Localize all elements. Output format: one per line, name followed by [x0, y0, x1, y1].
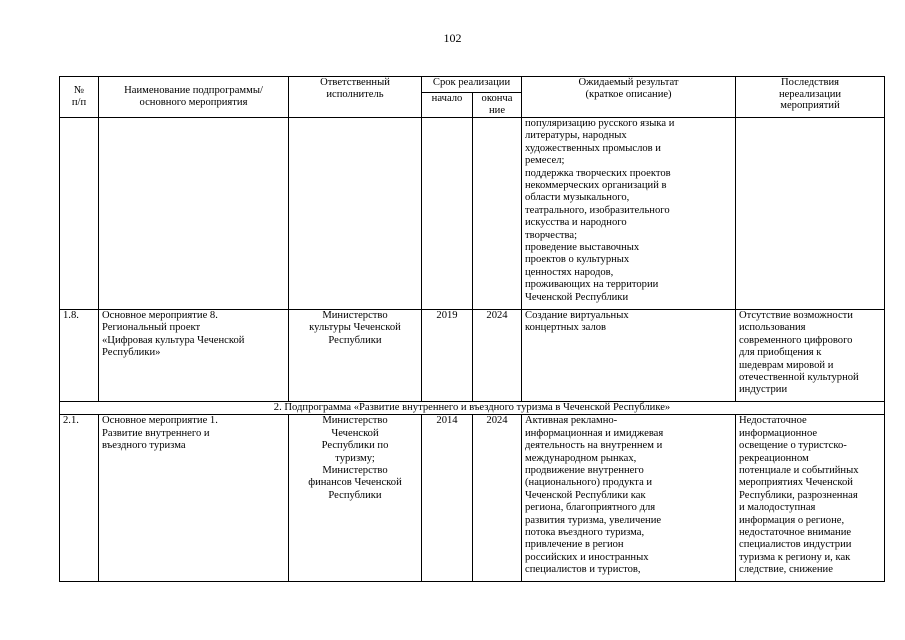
cell-end: 2024 [473, 415, 522, 582]
cell-name [99, 118, 289, 310]
text-line: мероприятиях Чеченской [739, 477, 853, 489]
text-line: ремесел; [525, 155, 565, 167]
text-line: Отсутствие возможности [739, 310, 853, 321]
cell-result [522, 415, 736, 582]
cell-start: 2014 [422, 415, 473, 582]
text-line: деятельность на внутреннем и [525, 440, 663, 452]
text-line: информационная и имиджевая [525, 427, 664, 439]
row-number: 1.8. [60, 310, 99, 402]
text-line: театрального, изобразительного [525, 204, 670, 216]
text-line: следствие, снижение [739, 564, 833, 576]
text-line: недостаточное внимание [739, 527, 852, 539]
text-line: Министерство [322, 465, 388, 477]
header-term: Срок реализации [422, 77, 522, 93]
text-line: шедеврам мировой и [739, 359, 834, 371]
cell-result [522, 118, 736, 310]
text-line: Развитие внутреннего и [102, 427, 210, 439]
text-line: Республики [328, 334, 382, 346]
text-line: специалистов индустрии [739, 539, 852, 551]
table-row-continuation [60, 118, 885, 310]
text-line: (национального) продукта и [525, 477, 653, 489]
text-line: Основное мероприятие 8. [102, 310, 218, 321]
text-line: специалистов и туристов, [525, 564, 641, 576]
text-line: художественных промыслов и [525, 142, 661, 154]
text-line: информационное [739, 427, 818, 439]
text-line: искусства и народного [525, 217, 627, 229]
text-line: международном рынках, [525, 452, 637, 464]
cell-end: 2024 [473, 310, 522, 402]
text-line: литературы, народных [525, 130, 627, 142]
cell-name [99, 310, 289, 402]
cell-consequences [736, 310, 885, 402]
text-line: российских и иностранных [525, 551, 649, 563]
text-line: Республики [328, 489, 382, 501]
section-row [60, 402, 885, 415]
text-line: финансов Чеченской [308, 477, 402, 489]
text-line: Недостаточное [739, 415, 807, 427]
cell-name [99, 415, 289, 582]
text-line: индустрии [739, 384, 788, 396]
text-line: информация о регионе, [739, 514, 845, 526]
header-name: Наименование подпрограммы/ основного мероприятия [99, 77, 289, 118]
cell-executor [289, 310, 422, 402]
text-line: ценностях народов, [525, 266, 614, 278]
text-line: Создание виртуальных [525, 310, 629, 321]
text-line: потока въездного туризма, [525, 527, 645, 539]
text-line: проектов о культурных [525, 254, 630, 266]
header-start: начало [422, 93, 473, 118]
text-line: потенциале и событийных [739, 465, 859, 477]
text-line: освещение о туристско- [739, 440, 847, 452]
text-line: привлечение в регион [525, 539, 624, 551]
text-line: Чеченской Республики как [525, 489, 646, 501]
text-line: популяризацию русского языка и [525, 118, 675, 129]
table-row-1-8 [60, 310, 885, 402]
text-line: «Цифровая культура Чеченской [102, 334, 245, 346]
text-line: и малодоступная [739, 502, 816, 514]
cell-executor [289, 415, 422, 582]
text-line: продвижение внутреннего [525, 465, 644, 477]
text-line: для приобщения к [739, 347, 822, 359]
table-row-2-1 [60, 415, 885, 582]
cell-start [422, 118, 473, 310]
row-number: 2.1. [60, 415, 99, 582]
header-end: оконча ние [473, 93, 522, 118]
text-line: использования [739, 322, 806, 334]
text-line: рекреационном [739, 452, 809, 464]
text-line: туризма к региону и, как [739, 551, 851, 563]
text-line: Министерство [322, 415, 388, 427]
text-line: Основное мероприятие 1. [102, 415, 218, 427]
cell-consequences [736, 118, 885, 310]
measures-table [59, 76, 885, 582]
text-line: Республики по [321, 440, 389, 452]
text-line: Республики, разрозненная [739, 489, 858, 501]
header-num: № п/п [60, 77, 99, 118]
section-2-title: 2. Подпрограмма «Развитие внутреннего и въездного туризма в Чеченской Республике» [60, 402, 885, 415]
text-line: въездного туризма [102, 440, 186, 452]
cell-result [522, 310, 736, 402]
text-line: проведение выставочных [525, 242, 640, 254]
text-line: области музыкального, [525, 192, 630, 204]
text-line: проживающих на территории [525, 279, 659, 291]
header-result: Ожидаемый результат (краткое описание) [522, 77, 736, 118]
cell-consequences [736, 415, 885, 582]
text-line: Чеченской Республики [525, 291, 629, 303]
cell-num [60, 118, 99, 310]
text-line: Чеченской [331, 427, 379, 439]
header-executor: Ответственный исполнитель [289, 77, 422, 118]
text-line: региона, благоприятного для [525, 502, 656, 514]
header-consequences: Последствия нереализации мероприятий [736, 77, 885, 118]
text-line: туризму; [335, 452, 375, 464]
text-line: Активная рекламно- [525, 415, 618, 427]
text-line: поддержка творческих проектов [525, 167, 671, 179]
cell-end [473, 118, 522, 310]
text-line: Региональный проект [102, 322, 201, 334]
text-line: Республики» [102, 347, 161, 359]
text-line: современного цифрового [739, 334, 853, 346]
text-line: некоммерческих организаций в [525, 180, 667, 192]
text-line: развития туризма, увеличение [525, 514, 662, 526]
cell-executor [289, 118, 422, 310]
text-line: творчества; [525, 229, 578, 241]
text-line: концертных залов [525, 322, 607, 334]
cell-start: 2019 [422, 310, 473, 402]
text-line: Министерство [322, 310, 388, 321]
text-line: отечественной культурной [739, 372, 859, 384]
text-line: культуры Чеченской [309, 322, 401, 334]
page-number: 102 [443, 31, 462, 45]
